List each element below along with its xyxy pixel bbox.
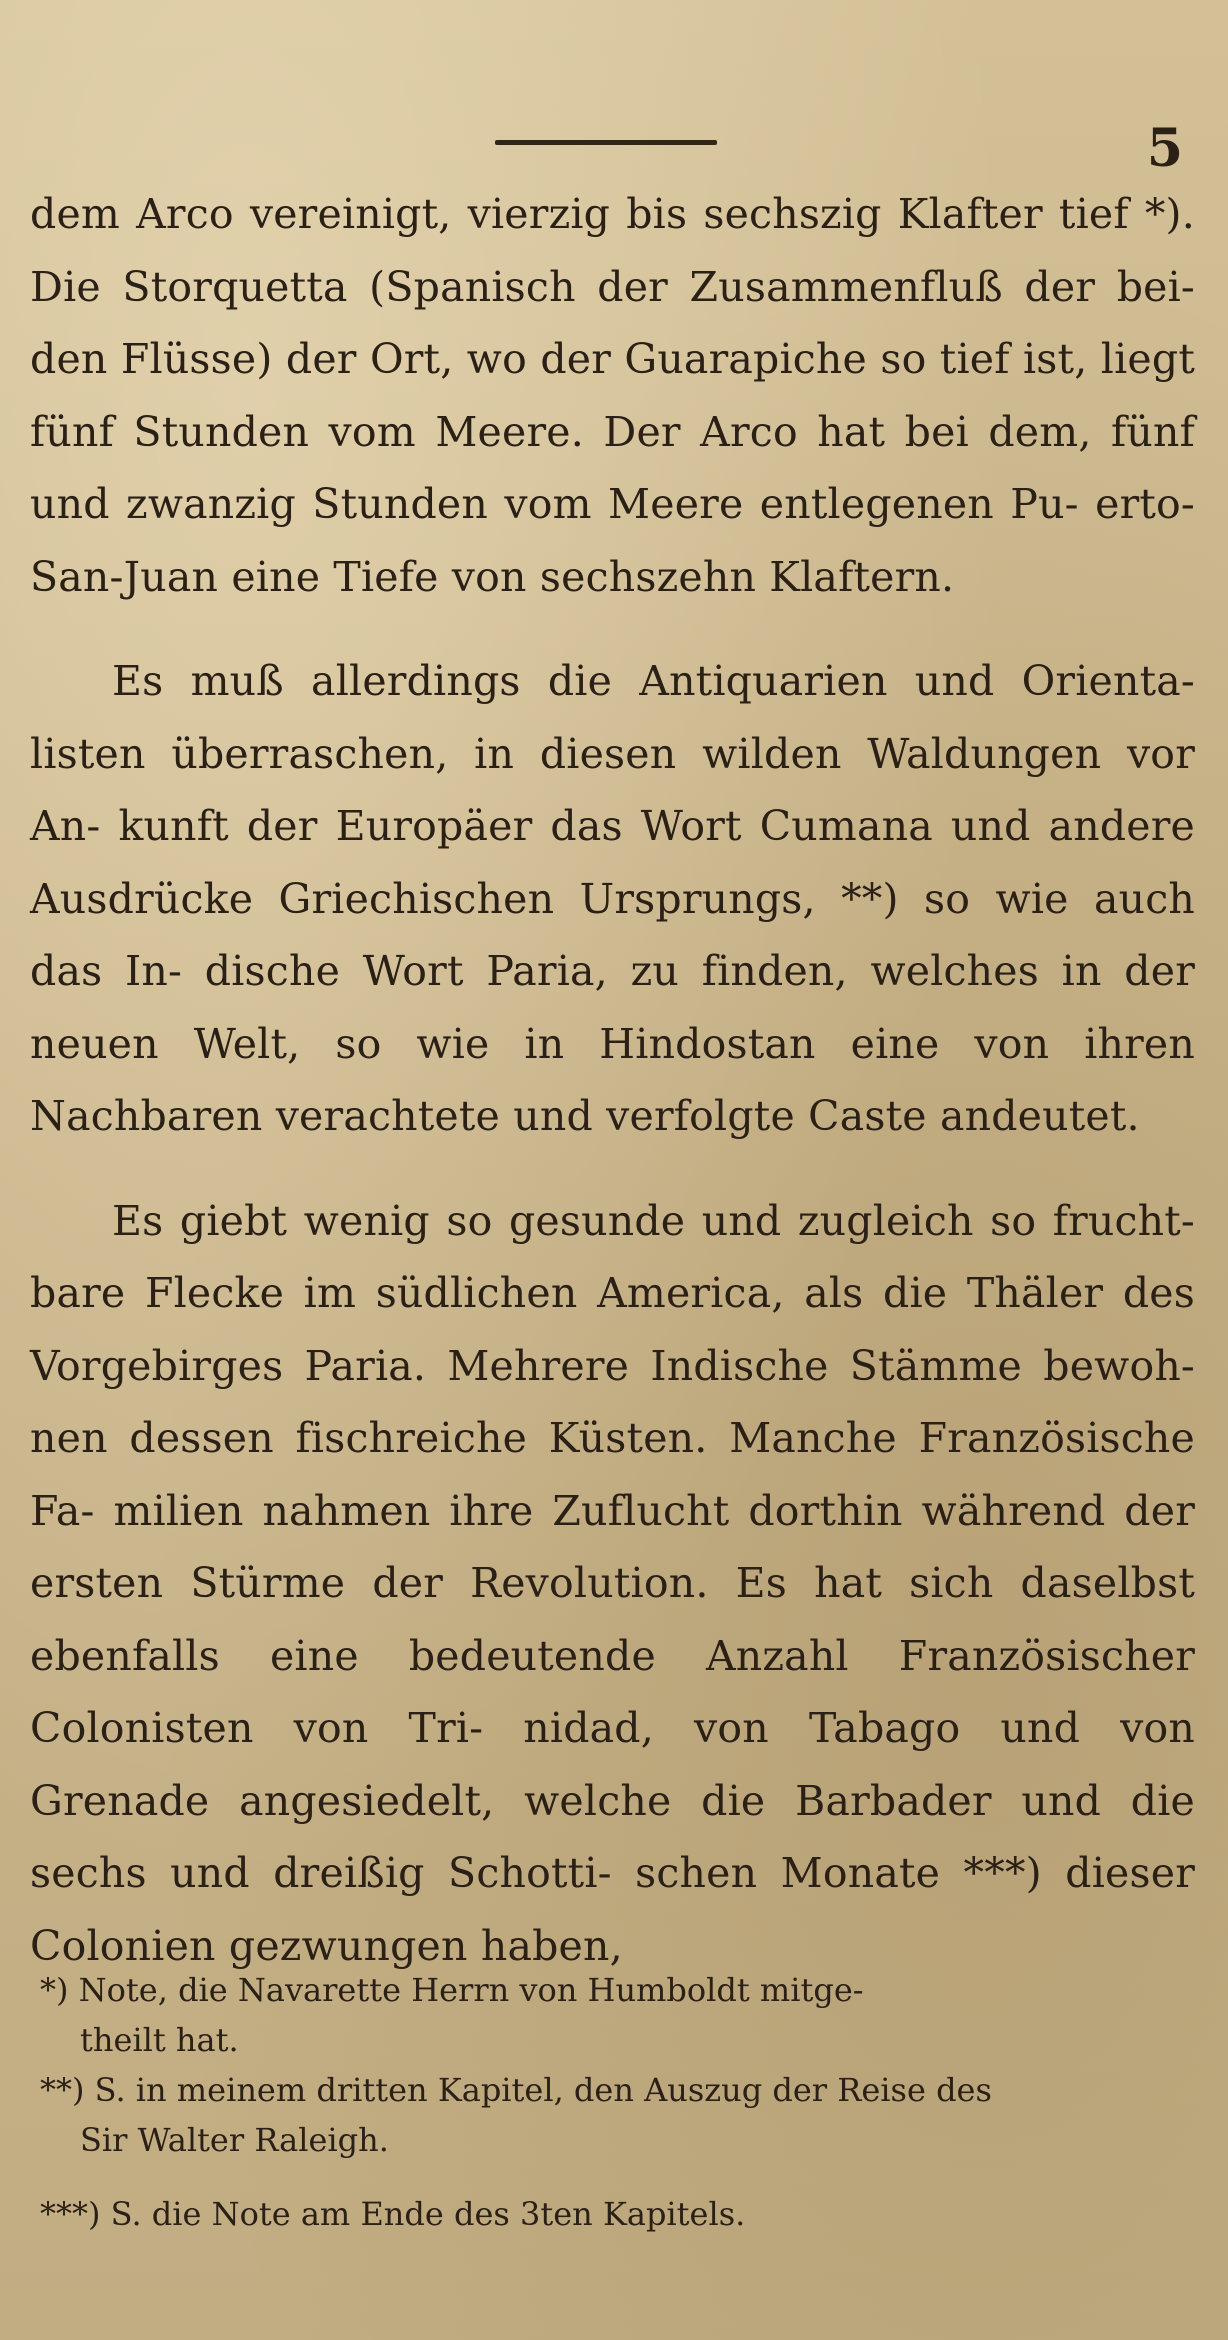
footnote-line: *) Note, die Navarette Herrn von Humboldt mitge- xyxy=(40,1971,864,2009)
text-line: schen Monate ***) dieser Colonien gezwungen haben, xyxy=(30,1849,1195,1970)
footnote-2 xyxy=(40,2065,1190,2165)
text-line: den Flüsse) der Ort, wo der Guarapiche so tief ist, xyxy=(30,335,1088,383)
text-line: nen dessen fischreiche Küsten. Manche Französische Fa- xyxy=(30,1414,1195,1535)
footnote-3 xyxy=(40,2189,1190,2239)
text-line: Stürme der Revolution. Es hat sich daselbst ebenfalls xyxy=(30,1559,1195,1680)
text-line: listen überraschen, in diesen wilden Waldungen vor An- xyxy=(30,729,1195,850)
text-line: Vorgebirges Paria. Mehrere Indische Stämme bewoh- xyxy=(30,1341,1195,1390)
page-number: 5 xyxy=(1146,118,1183,179)
main-text xyxy=(30,178,1195,1982)
text-line: liegt fünf Stunden vom Meere. Der Arco hat bei dem, xyxy=(30,335,1195,456)
text-line: milien nahmen ihre Zuflucht dorthin während der ersten xyxy=(30,1486,1196,1607)
footnote-line: **) S. in meinem dritten Kapitel, den Auszug der Reise des xyxy=(40,2071,992,2109)
text-line: verachtete und verfolgte Caste andeutet. xyxy=(275,1092,1140,1140)
page-header xyxy=(0,118,1228,178)
paragraph-1 xyxy=(30,178,1195,613)
text-line: dische Wort Paria, zu finden, welches in der neuen xyxy=(30,947,1196,1068)
text-line: Welt, so wie in Hindostan eine von ihren Nachbaren xyxy=(30,1019,1196,1140)
paragraph-3 xyxy=(30,1185,1195,1983)
text-line: erto-San-Juan eine Tiefe von sechszehn Klaftern. xyxy=(30,480,1195,601)
text-line: nidad, von Tabago und von Grenade angesiedelt, xyxy=(30,1704,1195,1825)
text-line: welche die Barbader und die sechs und dreißig Schotti- xyxy=(30,1776,1196,1897)
footnote-line: Sir Walter Raleigh. xyxy=(80,2121,389,2159)
text-line: dem Arco vereinigt, vierzig bis sechszig Klafter tief *). xyxy=(30,190,1195,238)
footnote-1 xyxy=(40,1965,1190,2065)
text-line: fünf und zwanzig Stunden vom Meere entlegenen Pu- xyxy=(30,407,1195,528)
text-line: Es giebt wenig so gesunde und zugleich so frucht- xyxy=(112,1196,1195,1245)
text-line: eine bedeutende Anzahl Französischer Colonisten von Tri- xyxy=(30,1631,1196,1752)
text-line: bare Flecke im südlichen America, als die Thäler des xyxy=(30,1269,1195,1317)
text-line: Es muß allerdings die Antiquarien und Orienta- xyxy=(112,657,1195,705)
footnotes xyxy=(40,1965,1190,2239)
footnote-line: theilt hat. xyxy=(80,2021,239,2059)
footnote-line: ***) S. die Note am Ende des 3ten Kapitels. xyxy=(40,2195,746,2233)
header-rule xyxy=(495,140,717,145)
text-line: Ausdrücke Griechischen Ursprungs, **) so wie auch das In- xyxy=(30,874,1195,995)
text-line: kunft der Europäer das Wort Cumana und andere xyxy=(118,802,1196,850)
text-line: Die Storquetta (Spanisch der Zusammenfluß der bei- xyxy=(30,262,1195,311)
paragraph-2 xyxy=(30,645,1195,1153)
